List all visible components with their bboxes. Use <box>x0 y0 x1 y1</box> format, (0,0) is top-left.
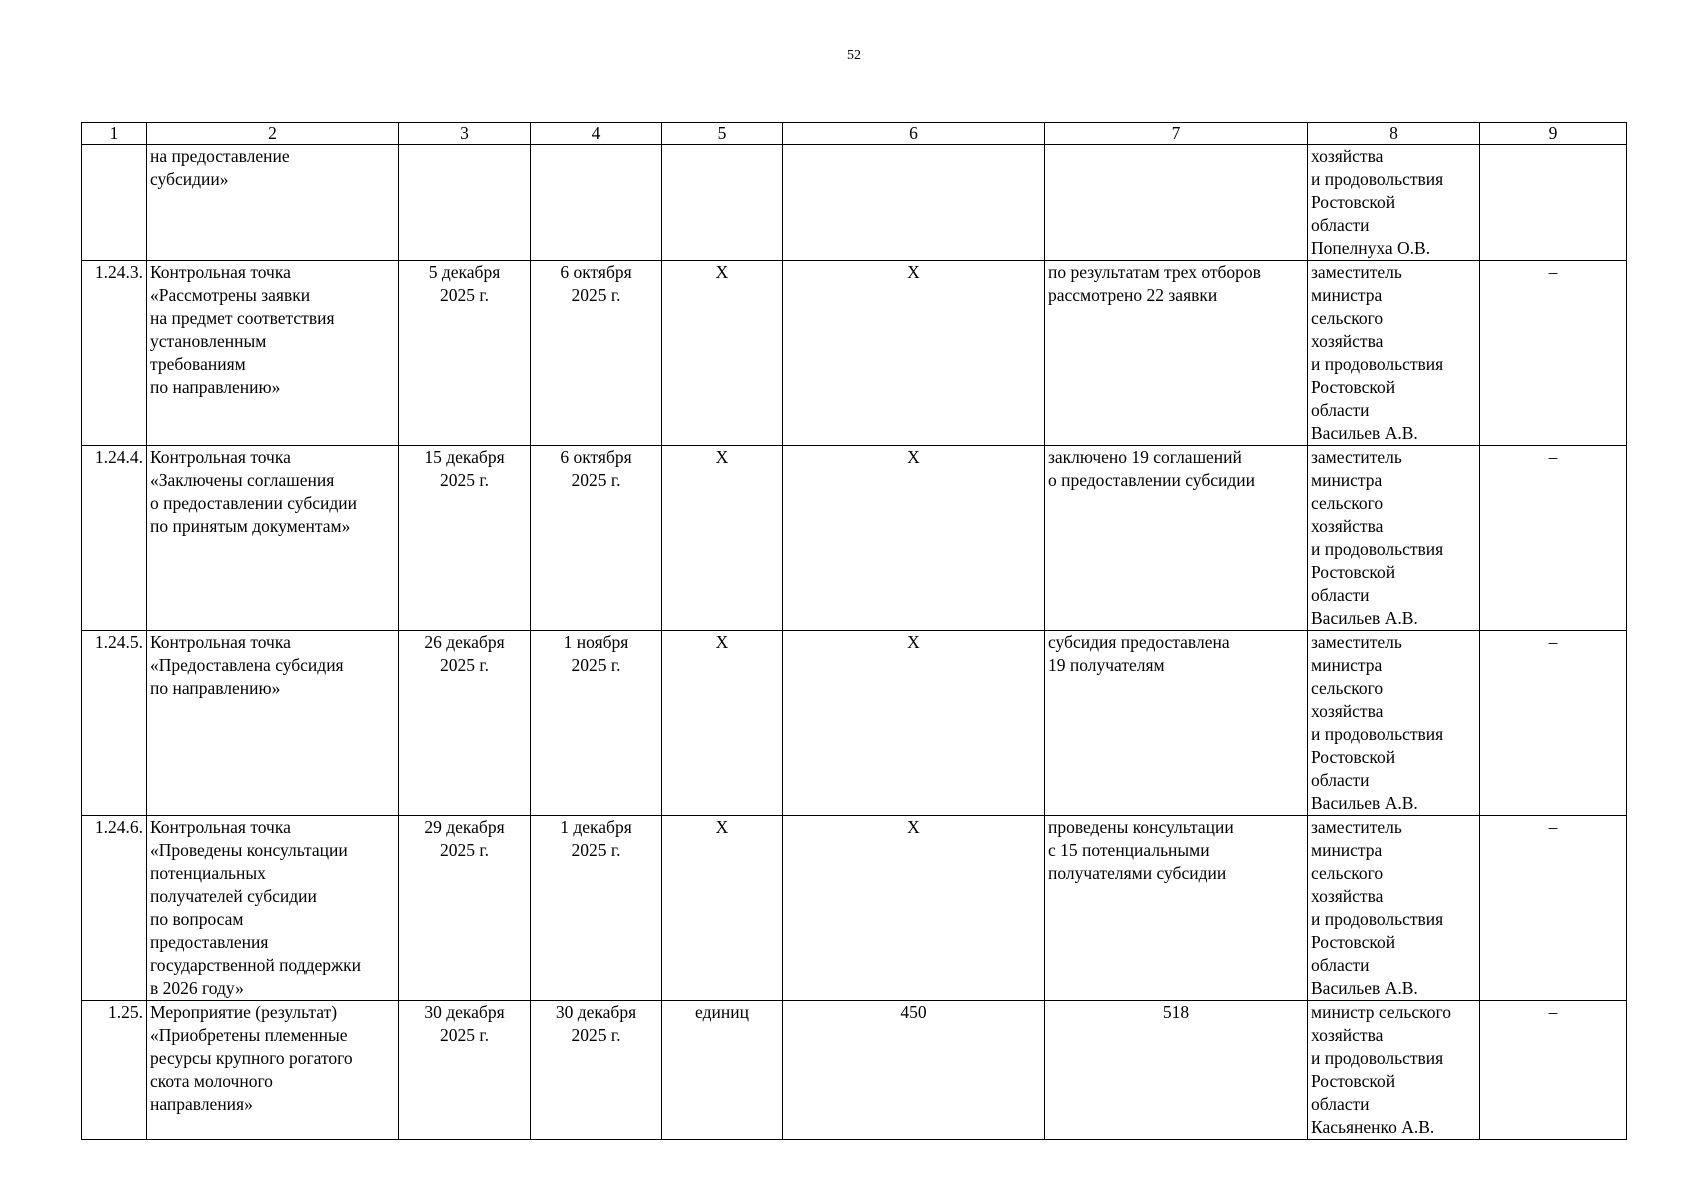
table-row <box>82 145 1627 261</box>
fact-date <box>531 145 662 261</box>
report-table <box>81 122 1627 1140</box>
fact-value: субсидия предоставлена 19 получателям <box>1045 631 1308 816</box>
plan-date: 5 декабря 2025 г. <box>399 261 531 446</box>
col-header-7: 7 <box>1045 123 1308 145</box>
plan-value: Х <box>783 631 1045 816</box>
responsible: заместитель министра сельского хозяйства и продовольствия Ростовской области Васильев А.В. <box>1308 631 1480 816</box>
row-number: 1.24.6. <box>82 816 147 1001</box>
table-row <box>82 1001 1627 1140</box>
unit: Х <box>662 631 783 816</box>
row-number: 1.24.3. <box>82 261 147 446</box>
responsible: заместитель министра сельского хозяйства и продовольствия Ростовской области Васильев А.В. <box>1308 261 1480 446</box>
unit <box>662 145 783 261</box>
fact-date: 1 ноября 2025 г. <box>531 631 662 816</box>
note <box>1480 145 1627 261</box>
responsible: хозяйства и продовольствия Ростовской области Попелнуха О.В. <box>1308 145 1480 261</box>
table-row <box>82 816 1627 1001</box>
fact-value: 518 <box>1045 1001 1308 1140</box>
responsible: заместитель министра сельского хозяйства и продовольствия Ростовской области Васильев А.В. <box>1308 816 1480 1001</box>
plan-value: Х <box>783 816 1045 1001</box>
plan-date: 29 декабря 2025 г. <box>399 816 531 1001</box>
note: – <box>1480 1001 1627 1140</box>
col-header-3: 3 <box>399 123 531 145</box>
col-header-6: 6 <box>783 123 1045 145</box>
row-number: 1.24.5. <box>82 631 147 816</box>
column-number-row <box>82 123 1627 145</box>
responsible: заместитель министра сельского хозяйства и продовольствия Ростовской области Васильев А.В. <box>1308 446 1480 631</box>
fact-value: по результатам трех отборов рассмотрено 22 заявки <box>1045 261 1308 446</box>
plan-date: 30 декабря 2025 г. <box>399 1001 531 1140</box>
plan-value: Х <box>783 446 1045 631</box>
plan-value <box>783 145 1045 261</box>
note: – <box>1480 816 1627 1001</box>
unit: единиц <box>662 1001 783 1140</box>
table-row <box>82 446 1627 631</box>
row-number: 1.24.4. <box>82 446 147 631</box>
event-name: Контрольная точка «Рассмотрены заявки на предмет соответствия установленным требованиям по направлению» <box>147 261 399 446</box>
plan-date: 15 декабря 2025 г. <box>399 446 531 631</box>
responsible: министр сельского хозяйства и продовольствия Ростовской области Касьяненко А.В. <box>1308 1001 1480 1140</box>
event-name: Мероприятие (результат) «Приобретены племенные ресурсы крупного рогатого скота молочного направления» <box>147 1001 399 1140</box>
col-header-9: 9 <box>1480 123 1627 145</box>
col-header-4: 4 <box>531 123 662 145</box>
plan-value: Х <box>783 261 1045 446</box>
plan-date: 26 декабря 2025 г. <box>399 631 531 816</box>
fact-value <box>1045 145 1308 261</box>
col-header-1: 1 <box>82 123 147 145</box>
fact-date: 6 октября 2025 г. <box>531 261 662 446</box>
event-name: Контрольная точка «Заключены соглашения о предоставлении субсидии по принятым документам» <box>147 446 399 631</box>
note: – <box>1480 261 1627 446</box>
page-number: 52 <box>847 48 861 63</box>
event-name: на предоставление субсидии» <box>147 145 399 261</box>
unit: Х <box>662 446 783 631</box>
table-row <box>82 631 1627 816</box>
row-number: 1.25. <box>82 1001 147 1140</box>
col-header-5: 5 <box>662 123 783 145</box>
event-name: Контрольная точка «Проведены консультации потенциальных получателей субсидии по вопросам предоставления государственной поддержки в 2026 году» <box>147 816 399 1001</box>
fact-value: проведены консультации с 15 потенциальными получателями субсидии <box>1045 816 1308 1001</box>
unit: Х <box>662 816 783 1001</box>
note: – <box>1480 631 1627 816</box>
plan-date <box>399 145 531 261</box>
plan-value: 450 <box>783 1001 1045 1140</box>
table-row <box>82 261 1627 446</box>
unit: Х <box>662 261 783 446</box>
fact-value: заключено 19 соглашений о предоставлении субсидии <box>1045 446 1308 631</box>
note: – <box>1480 446 1627 631</box>
event-name: Контрольная точка «Предоставлена субсидия по направлению» <box>147 631 399 816</box>
fact-date: 6 октября 2025 г. <box>531 446 662 631</box>
col-header-2: 2 <box>147 123 399 145</box>
fact-date: 1 декабря 2025 г. <box>531 816 662 1001</box>
col-header-8: 8 <box>1308 123 1480 145</box>
fact-date: 30 декабря 2025 г. <box>531 1001 662 1140</box>
row-number <box>82 145 147 261</box>
